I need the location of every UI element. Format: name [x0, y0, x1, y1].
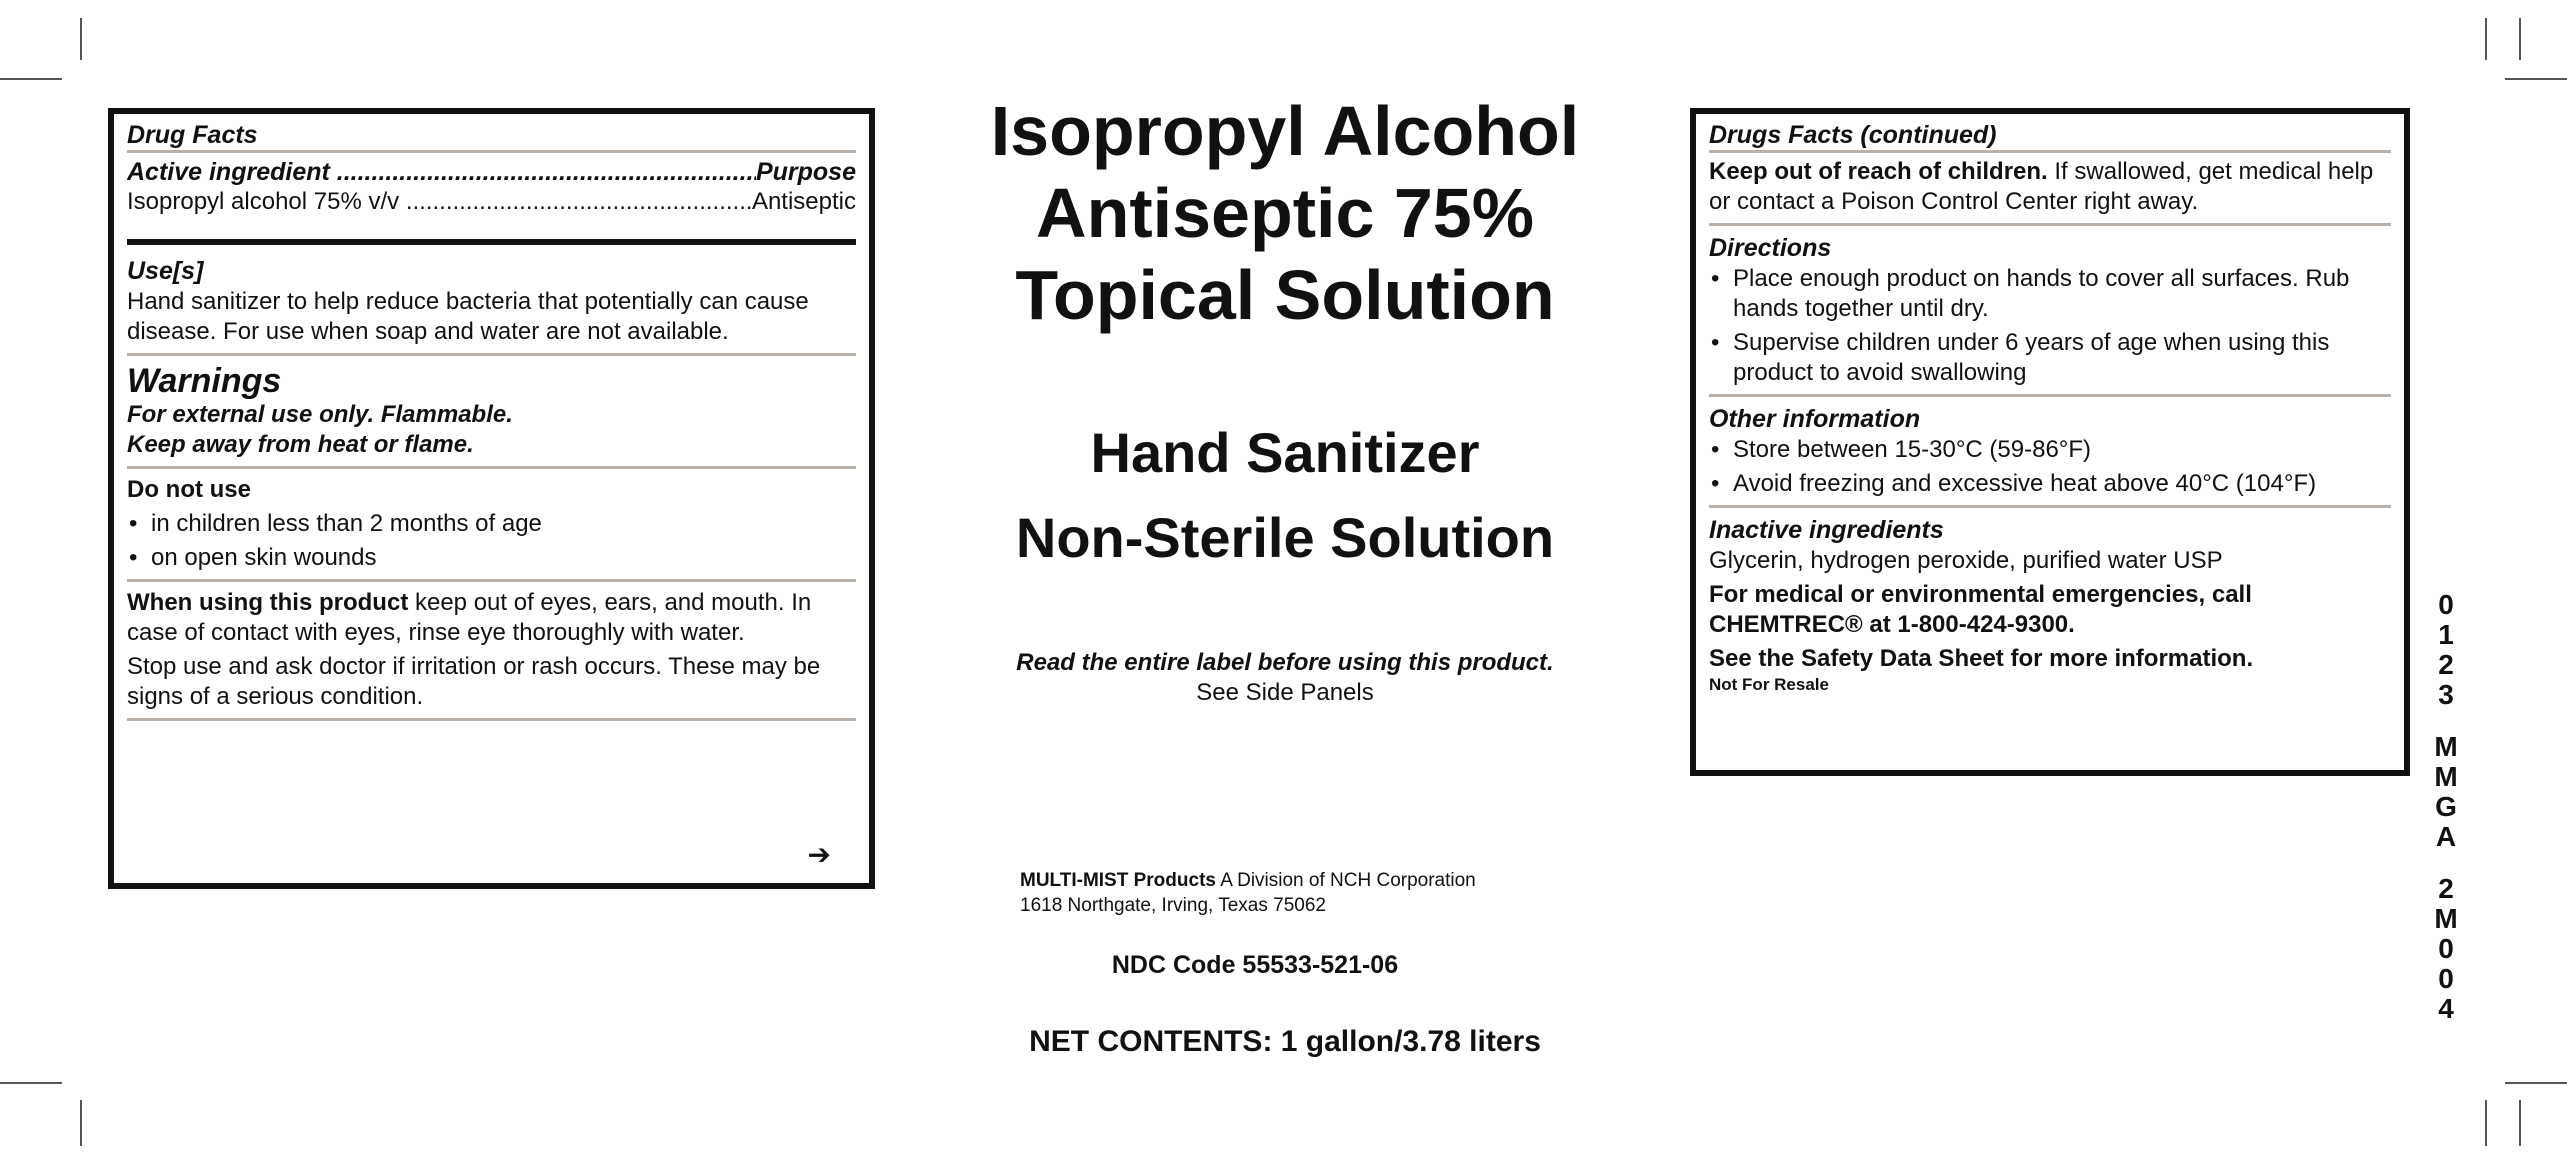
code-char: G [2435, 791, 2457, 822]
active-ingredient-label: Active ingredient ..... [127, 157, 756, 187]
title-line: Topical Solution [1015, 256, 1555, 334]
company-info [1020, 868, 1640, 918]
do-not-use-title: Do not use [127, 476, 251, 503]
inactive-title: Inactive ingredients [1709, 516, 1944, 544]
see-side-panels: See Side Panels [1196, 679, 1374, 706]
when-using-text: When using this product keep out of eyes, ears, and mouth. In case of contact with eyes, rinse eye thoroughly with water. [127, 589, 812, 646]
ingredient-purpose: Antiseptic [751, 188, 856, 215]
crop-mark [2519, 1100, 2521, 1146]
product-title [880, 90, 1690, 336]
divider [127, 579, 856, 582]
divider [1709, 394, 2391, 397]
crop-mark [0, 1082, 62, 1084]
code-char: 0 [2438, 963, 2454, 994]
divider [127, 466, 856, 469]
divider [127, 353, 856, 356]
subtitle-line: Non-Sterile Solution [1015, 506, 1555, 569]
uses-text: Hand sanitizer to help reduce bacteria that potentially can cause disease. For use when soap and water are not available. [127, 288, 809, 345]
subtitle-line: Hand Sanitizer [1090, 421, 1480, 484]
inactive-text: Glycerin, hydrogen peroxide, purified water USP [1709, 547, 2223, 574]
code-char: 2 [2438, 649, 2454, 680]
ingredient-name: Isopropyl alcohol 75% v/v ..... [127, 187, 752, 217]
list-item: • Supervise children under 6 years of age when using this product to avoid swallowing [1711, 329, 2330, 386]
code-char: M [2434, 903, 2458, 934]
drug-facts-panel [108, 108, 875, 889]
crop-mark [80, 1100, 82, 1146]
divider [1709, 505, 2391, 508]
warnings-line: For external use only. Flammable. [127, 401, 513, 428]
directions-title: Directions [1709, 234, 1832, 262]
divider [127, 718, 856, 721]
code-gap [2429, 710, 2463, 732]
read-label: Read the entire label before using this product. [1016, 649, 1554, 676]
title-line: Antiseptic 75% [1036, 174, 1534, 252]
crop-mark [2505, 1082, 2567, 1084]
divider [127, 150, 856, 153]
list-item: • on open skin wounds [129, 544, 377, 571]
keep-out-text: Keep out of reach of children. If swallowed, get medical help or contact a Poison Control Center right away. [1709, 158, 2374, 215]
crop-mark [80, 18, 82, 60]
active-ingredient-row [127, 157, 856, 187]
ndc-code: NDC Code 55533-521-06 [1111, 951, 1399, 979]
code-char: 3 [2438, 679, 2454, 710]
emergency-text: For medical or environmental emergencies, call CHEMTREC® at 1-800-424-9300. [1709, 581, 2252, 638]
code-gap [2429, 852, 2463, 874]
code-char: 0 [2438, 933, 2454, 964]
side-code [2429, 590, 2463, 1024]
crop-mark [2485, 1100, 2487, 1146]
code-char: M [2434, 731, 2458, 762]
warnings-line: Keep away from heat or flame. [127, 431, 474, 458]
not-for-resale: Not For Resale [1709, 675, 1829, 694]
ingredient-row [127, 187, 856, 217]
code-char: M [2434, 761, 2458, 792]
product-subtitle [880, 410, 1690, 580]
sds-text: See the Safety Data Sheet for more information. [1709, 645, 2254, 672]
code-char: 0 [2438, 589, 2454, 620]
net-contents: NET CONTENTS: 1 gallon/3.78 liters [1029, 1025, 1541, 1058]
list-item: • Place enough product on hands to cover all surfaces. Rub hands together until dry. [1711, 265, 2350, 322]
crop-mark [2519, 18, 2521, 60]
divider [127, 239, 856, 245]
continue-arrow-icon: ➔ [807, 839, 831, 870]
read-label-block [880, 648, 1690, 708]
code-char: 2 [2438, 873, 2454, 904]
drug-facts-continued-panel [1690, 108, 2410, 776]
other-info-title: Other information [1709, 405, 1921, 433]
code-char: A [2435, 821, 2457, 852]
code-char: 1 [2438, 619, 2454, 650]
uses-title: Use[s] [127, 257, 204, 285]
stop-use-text: Stop use and ask doctor if irritation or rash occurs. These may be signs of a serious condition. [127, 653, 821, 710]
warnings-title: Warnings [127, 362, 282, 400]
crop-mark [2485, 18, 2487, 60]
purpose-label: Purpose [755, 158, 856, 186]
code-char: 4 [2438, 993, 2454, 1024]
title-line: Isopropyl Alcohol [990, 92, 1580, 170]
company-line: MULTI-MIST Products A Division of NCH Corporation [1020, 870, 1476, 891]
company-address: 1618 Northgate, Irving, Texas 75062 [1020, 895, 1326, 916]
continued-header: Drugs Facts (continued) [1709, 121, 1997, 149]
drug-facts-header: Drug Facts [127, 121, 258, 149]
crop-mark [0, 78, 62, 80]
divider [1709, 223, 2391, 226]
list-item: • Avoid freezing and excessive heat above 40°C (104°F) [1711, 470, 2317, 497]
list-item: • Store between 15-30°C (59-86°F) [1711, 436, 2092, 463]
divider [1709, 150, 2391, 153]
crop-mark [2505, 78, 2567, 80]
list-item: • in children less than 2 months of age [129, 510, 542, 537]
